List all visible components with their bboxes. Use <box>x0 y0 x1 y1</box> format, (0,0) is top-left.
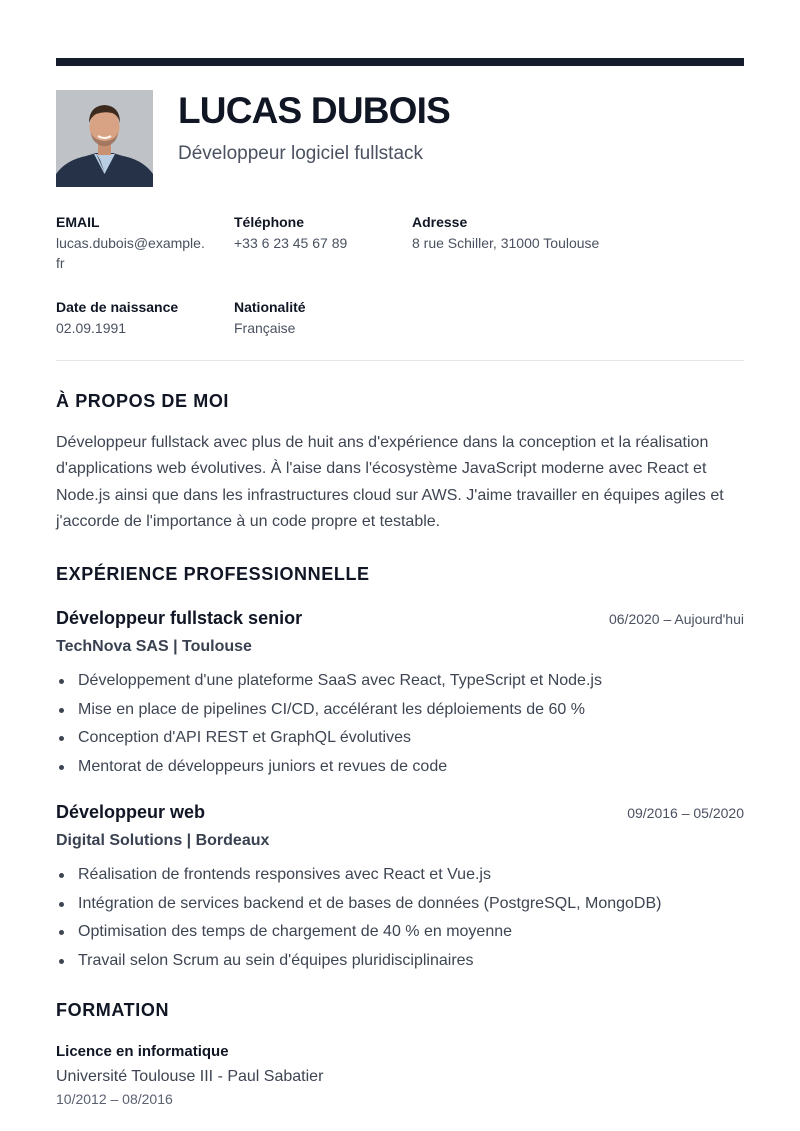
birthdate-value: 02.09.1991 <box>56 320 127 336</box>
header-accent-bar <box>56 58 744 66</box>
birthdate-block <box>56 298 226 338</box>
education-school: Université Toulouse III - Paul Sabatier <box>56 1068 324 1085</box>
job-bullet: Intégration de services backend et de bases de données (PostgreSQL, MongoDB) <box>56 890 661 919</box>
job-bullet: Optimisation des temps de chargement de 40 % en moyenne <box>56 918 661 947</box>
nationality-value: Française <box>234 320 296 336</box>
job-title: Développeur web <box>56 802 206 822</box>
job-bullet-list <box>56 667 602 781</box>
about-text: Développeur fullstack avec plus de huit ans d'expérience dans la conception et la réalisation d'applications web évolutives. À l'aise dans l'écosystème JavaScript moderne avec React et Node.js ainsi que dans les infrastructures cloud sur AWS. J'aime travailler en équipes agiles et j'accorde de l'importance à un code propre et testable. <box>56 434 724 531</box>
profile-photo <box>56 90 153 187</box>
address-value: 8 rue Schiller, 31000 Toulouse <box>412 235 600 251</box>
education-entry <box>56 1043 744 1108</box>
job-dates: 09/2016 – 05/2020 <box>627 805 744 821</box>
job-bullet: Réalisation de frontends responsives avec React et Vue.js <box>56 861 661 890</box>
job-bullet: Conception d'API REST et GraphQL évolutives <box>56 724 602 753</box>
job-dates: 06/2020 – Aujourd'hui <box>608 611 744 627</box>
job-bullet: Mentorat de développeurs juniors et revues de code <box>56 753 602 782</box>
education-heading: FORMATION <box>56 1000 170 1020</box>
education-dates: 10/2012 – 08/2016 <box>56 1091 173 1107</box>
experience-heading: EXPÉRIENCE PROFESSIONNELLE <box>56 564 370 584</box>
phone-label: Téléphone <box>234 214 305 230</box>
job-bullet: Travail selon Scrum au sein d'équipes pluridisciplinaires <box>56 947 661 976</box>
birthdate-label: Date de naissance <box>56 299 179 315</box>
email-label: EMAIL <box>56 214 100 230</box>
section-divider <box>56 360 744 361</box>
email-value: lucas.dubois@example.fr <box>56 235 205 271</box>
job-title-headline: Développeur logiciel fullstack <box>178 143 424 164</box>
phone-block <box>234 213 404 253</box>
phone-value: +33 6 23 45 67 89 <box>234 235 348 251</box>
job-title: Développeur fullstack senior <box>56 608 303 628</box>
job-bullet-list <box>56 861 661 975</box>
nationality-block <box>234 298 404 338</box>
email-block <box>56 213 206 273</box>
address-block <box>412 213 742 253</box>
job-bullet: Développement d'une plateforme SaaS avec React, TypeScript et Node.js <box>56 667 602 696</box>
job-company: Digital Solutions | Bordeaux <box>56 832 270 849</box>
job-company: TechNova SAS | Toulouse <box>56 638 252 655</box>
address-label: Adresse <box>412 214 468 230</box>
job-bullet: Mise en place de pipelines CI/CD, accélérant les déploiements de 60 % <box>56 696 602 725</box>
education-degree: Licence en informatique <box>56 1043 229 1060</box>
about-heading: À PROPOS DE MOI <box>56 391 230 411</box>
nationality-label: Nationalité <box>234 299 306 315</box>
candidate-name: LUCAS DUBOIS <box>178 90 451 131</box>
